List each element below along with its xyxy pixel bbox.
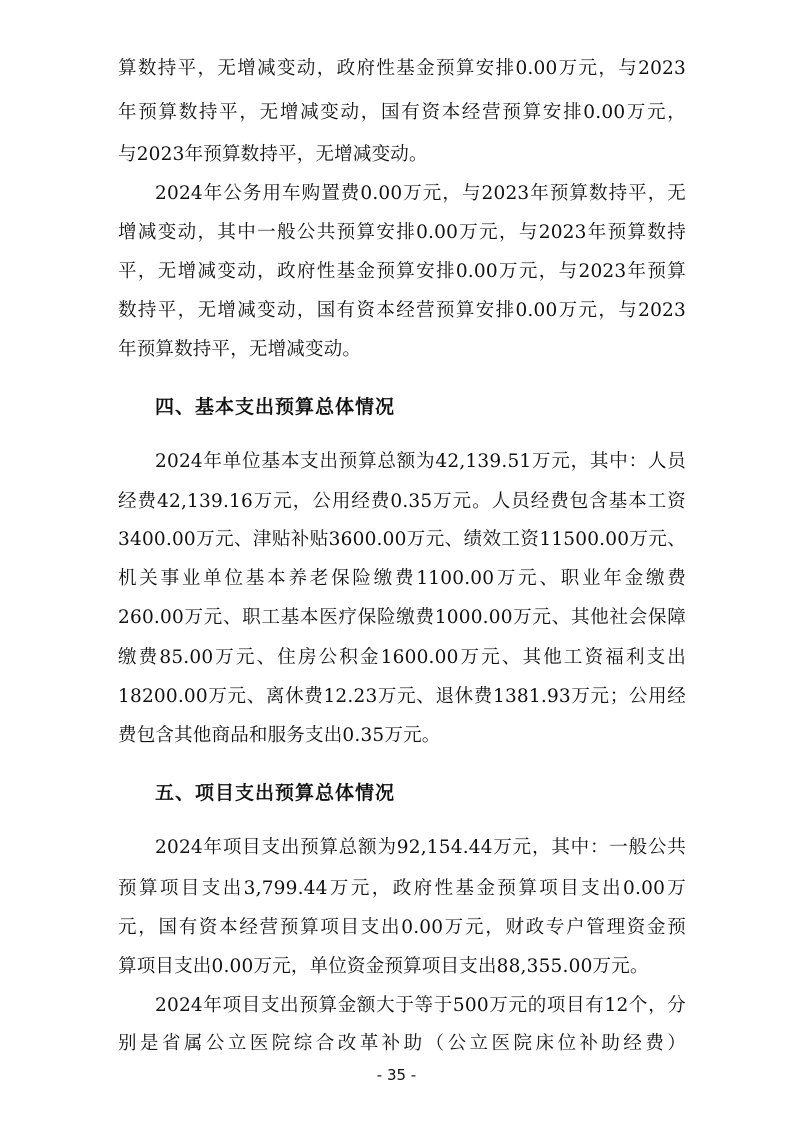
paragraph-3-line-5: 260.00万元、职工基本医疗保险缴费1000.00万元、其他社会保障	[118, 607, 686, 628]
paragraph-4-line-4: 算项目支出0.00万元，单位资金预算项目支出88,355.00万元。	[118, 956, 649, 977]
paragraph-3-line-4: 机关事业单位基本养老保险缴费1100.00万元、职业年金缴费	[118, 568, 686, 589]
paragraph-3-line-8: 费包含其他商品和服务支出0.35万元。	[118, 725, 441, 746]
paragraph-2-line-1: 2024年公务用车购置费0.00万元，与2023年预算数持平，无	[155, 183, 686, 204]
paragraph-2-line-5: 年预算数持平，无增减变动。	[118, 339, 362, 360]
paragraph-2-line-3: 平，无增减变动，政府性基金预算安排0.00万元，与2023年预算	[118, 261, 686, 282]
paragraph-1-line-1: 算数持平，无增减变动，政府性基金预算安排0.00万元，与2023	[118, 58, 686, 79]
page-number: - 35 -	[376, 1066, 417, 1084]
paragraph-2-line-4: 数持平，无增减变动，国有资本经营预算安排0.00万元，与2023	[118, 300, 686, 321]
section-heading-project-expenditure: 五、项目支出预算总体情况	[155, 782, 396, 804]
paragraph-2-line-2: 增减变动，其中一般公共预算安排0.00万元，与2023年预算数持	[118, 222, 686, 243]
paragraph-3-line-6: 缴费85.00万元、住房公积金1600.00万元、其他工资福利支出	[118, 647, 686, 668]
paragraph-1-line-3: 与2023年预算数持平，无增减变动。	[118, 144, 428, 165]
paragraph-3-line-3: 3400.00万元、津贴补贴3600.00万元、绩效工资11500.00万元、	[118, 529, 686, 550]
paragraph-4-line-2: 预算项目支出3,799.44万元，政府性基金预算项目支出0.00万	[118, 878, 686, 899]
paragraph-4-line-3: 元，国有资本经营预算项目支出0.00万元，财政专户管理资金预	[118, 917, 686, 938]
section-heading-basic-expenditure: 四、基本支出预算总体情况	[155, 396, 396, 418]
paragraph-3-line-2: 经费42,139.16万元，公用经费0.35万元。人员经费包含基本工资	[118, 491, 686, 512]
paragraph-1-line-2: 年预算数持平，无增减变动，国有资本经营预算安排0.00万元，	[118, 102, 686, 123]
paragraph-3-line-7: 18200.00万元、离休费12.23万元、退休费1381.93万元；公用经	[118, 686, 686, 707]
paragraph-3-line-1: 2024年单位基本支出预算总额为42,139.51万元，其中：人员	[155, 451, 686, 472]
paragraph-5-line-1: 2024年项目支出预算金额大于等于500万元的项目有12个，分	[155, 995, 686, 1016]
paragraph-5-line-2: 别是省属公立医院综合改革补助（公立医院床位补助经费）	[118, 1033, 686, 1054]
paragraph-4-line-1: 2024年项目支出预算总额为92,154.44万元，其中：一般公共	[155, 837, 686, 858]
